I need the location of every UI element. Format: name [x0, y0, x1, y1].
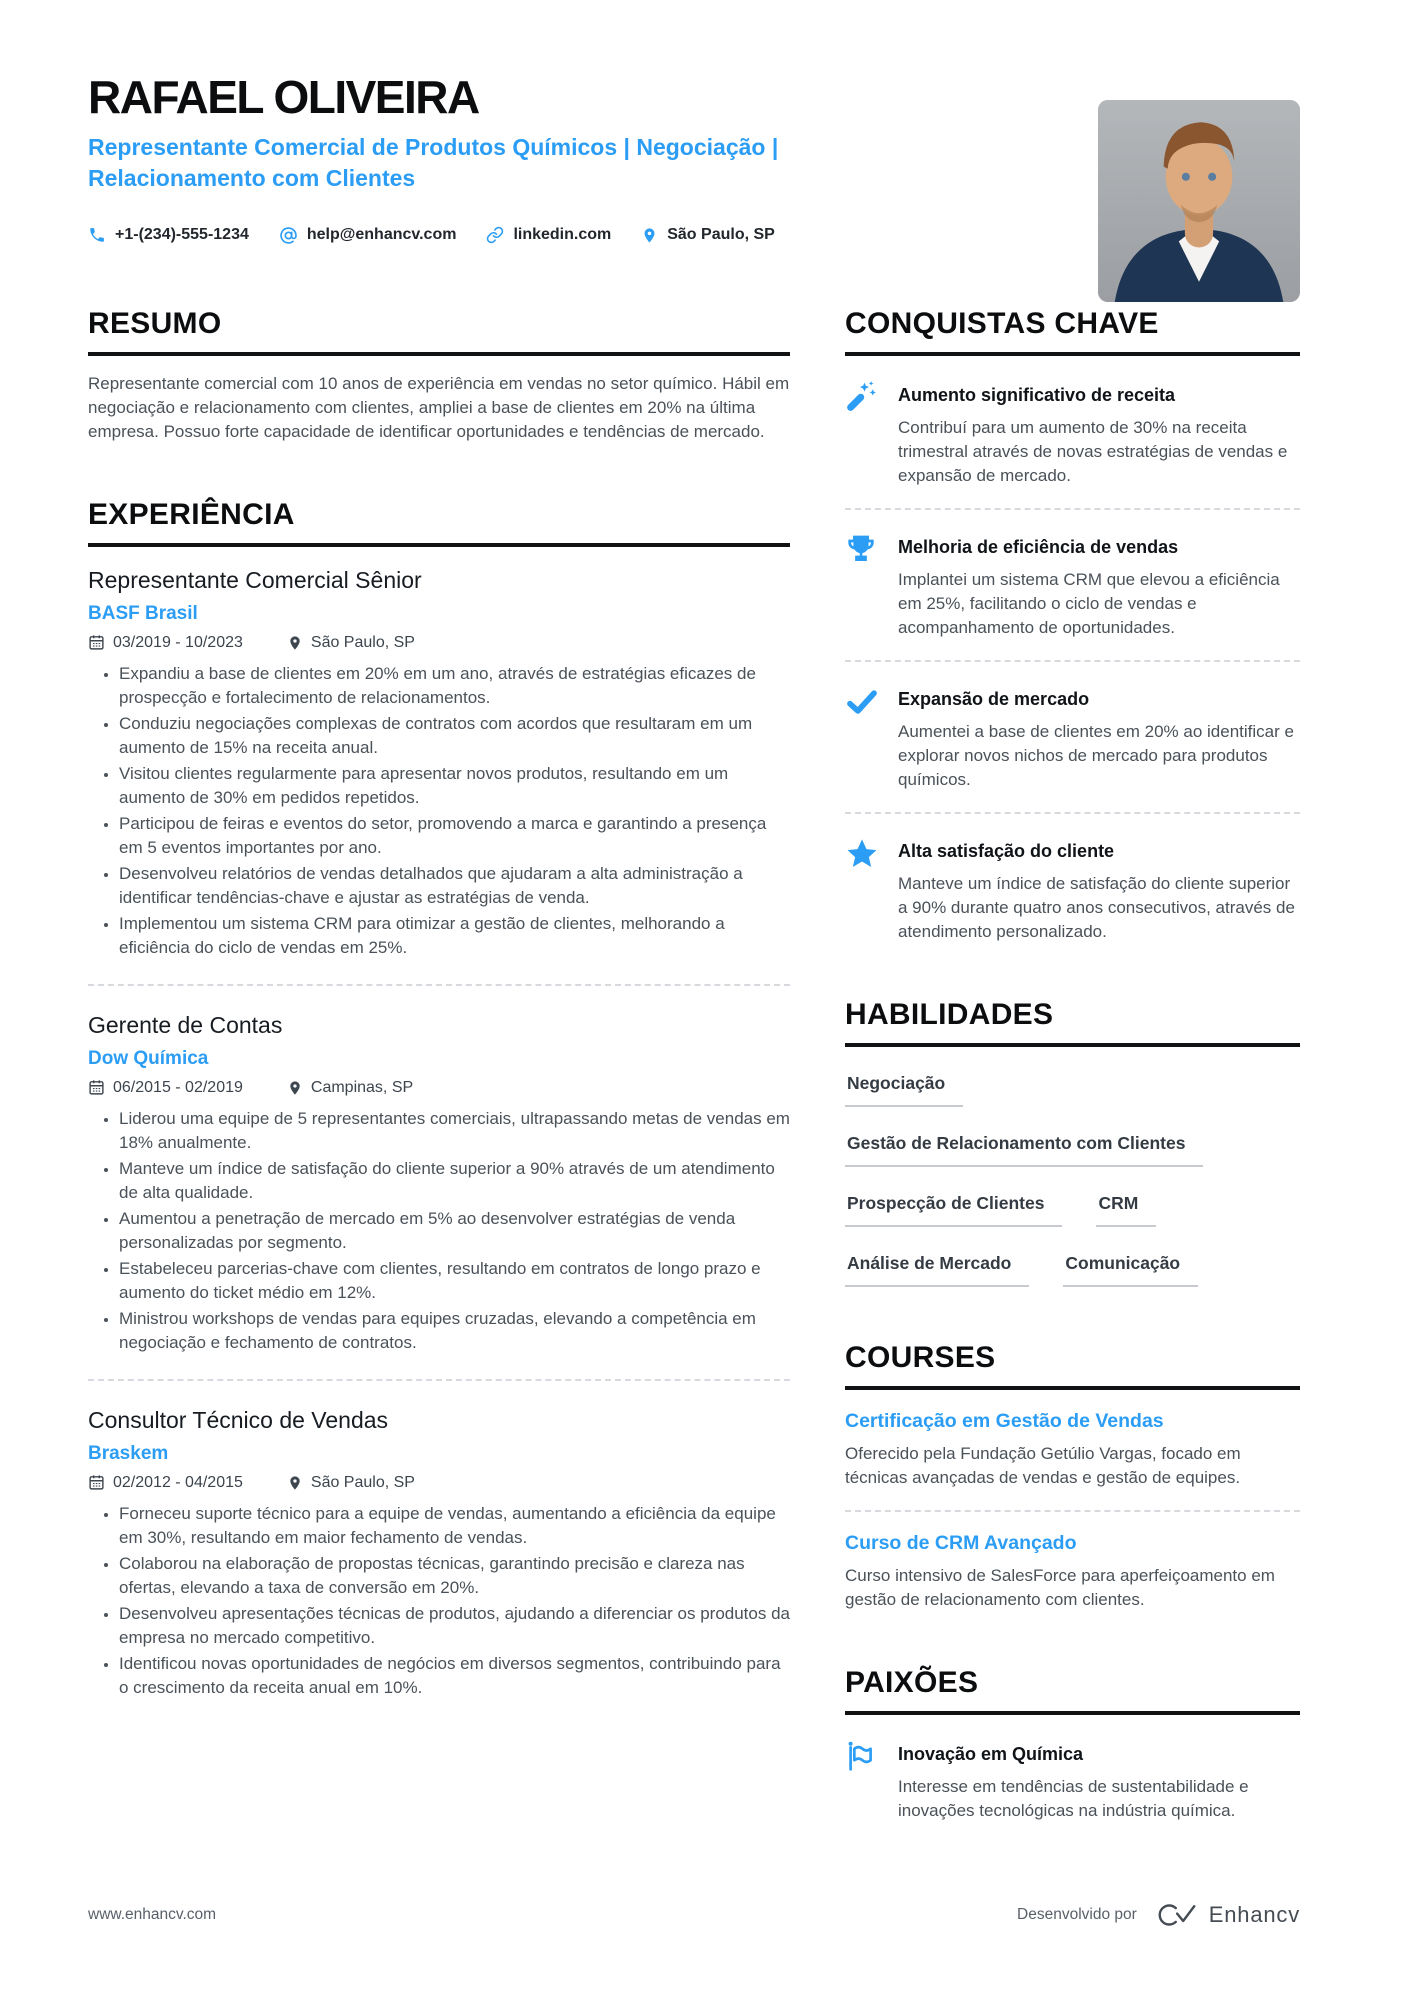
section-heading-conquistas: CONQUISTAS CHAVE	[845, 307, 1300, 356]
job-location: Campinas, SP	[310, 1078, 414, 1096]
skill-row	[845, 1133, 1300, 1167]
achievement-text: Implantei um sistema CRM que elevou a eficiência em 25%, facilitando o ciclo de vendas e acompanhamento de oportunidades.	[898, 569, 1280, 637]
calendar-icon	[88, 1079, 105, 1096]
section-experiencia	[88, 498, 790, 1700]
headline-line: Relacionamento com Clientes	[88, 164, 416, 191]
passion-text: Interesse em tendências de sustentabilidade e inovações tecnológicas na indústria química.	[898, 1776, 1249, 1820]
job-meta	[88, 1079, 790, 1097]
job-entry	[88, 984, 790, 1355]
passions-list	[845, 1739, 1300, 1823]
brand-name: Enhancv	[1208, 1902, 1300, 1927]
enhancv-logo-icon	[1149, 1901, 1197, 1929]
person-name: RAFAEL OLIVEIRA	[88, 71, 479, 123]
skill-row	[845, 1073, 1300, 1107]
achievement-text: Aumentei a base de clientes em 20% ao identificar e explorar novos nichos de mercado para produtos químicos.	[898, 721, 1294, 789]
page-footer	[88, 1901, 1300, 1929]
section-heading-experiencia: EXPERIÊNCIA	[88, 498, 790, 547]
achievement-entry	[845, 508, 1300, 640]
calendar-icon	[88, 634, 105, 651]
course-text: Oferecido pela Fundação Getúlio Vargas, focado em técnicas avançadas de vendas e gestão de equipes.	[845, 1443, 1241, 1487]
job-company: BASF Brasil	[88, 602, 198, 624]
job-entry	[88, 1379, 790, 1700]
achievement-title: Expansão de mercado	[898, 688, 1090, 709]
right-column	[845, 307, 1300, 1877]
skill-row	[845, 1253, 1300, 1287]
course-text: Curso intensivo de SalesForce para aperfeiçoamento em gestão de relacionamento com clientes.	[845, 1565, 1275, 1609]
job-bullets	[88, 1107, 790, 1355]
job-title: Representante Comercial Sênior	[88, 566, 422, 593]
achievement-entry	[845, 660, 1300, 792]
achievements-list	[845, 380, 1300, 944]
section-paixoes	[845, 1666, 1300, 1823]
section-conquistas	[845, 307, 1300, 944]
section-resumo	[88, 307, 790, 444]
job-dates: 02/2012 - 04/2015	[113, 1473, 243, 1491]
job-location: São Paulo, SP	[310, 1473, 415, 1491]
skill-tag: Gestão de Relacionamento com Clientes	[845, 1133, 1203, 1167]
bullet-item: • Manteve um índice de satisfação do cliente superior a 90% através de um atendimento de alta qualidade.	[119, 1157, 790, 1205]
bullet-item: • Visitou clientes regularmente para apresentar novos produtos, resultando em um aumento de 30% em pedidos repetidos.	[119, 762, 790, 810]
achievement-title: Aumento significativo de receita	[898, 384, 1176, 405]
achievement-text: Manteve um índice de satisfação do cliente superior a 90% durante quatro anos consecutivos, através de atendimento personalizado.	[898, 873, 1295, 941]
location-pin-icon	[287, 635, 303, 651]
contact-phone[interactable]	[88, 226, 249, 244]
bullet-item: • Identificou novas oportunidades de negócios em diversos segmentos, contribuindo para o crescimento da receita anual em 10%.	[119, 1652, 790, 1700]
job-meta	[88, 634, 790, 652]
bullet-item: • Forneceu suporte técnico para a equipe de vendas, aumentando a eficiência da equipe em 30%, resultando em maior fechamento de vendas.	[119, 1502, 790, 1550]
calendar-icon	[88, 1474, 105, 1491]
columns	[88, 307, 1300, 1877]
section-heading-paixoes: PAIXÕES	[845, 1666, 1300, 1715]
passion-title: Inovação em Química	[898, 1743, 1084, 1764]
job-meta	[88, 1474, 790, 1492]
job-entry	[88, 567, 790, 960]
contact-pin	[641, 226, 775, 244]
contact-text: São Paulo, SP	[667, 226, 775, 244]
bullet-item: • Desenvolveu relatórios de vendas detalhados que ajudaram a alta administração a identificar tendências-chave e ajustar as estratégias de venda.	[119, 862, 790, 910]
phone-icon	[88, 226, 106, 244]
job-location: São Paulo, SP	[310, 633, 415, 651]
footer-site-link[interactable]: www.enhancv.com	[88, 1906, 217, 1923]
profile-photo-illustration	[1098, 100, 1300, 302]
star-icon	[845, 836, 881, 944]
job-company: Braskem	[88, 1442, 169, 1464]
job-dates: 03/2019 - 10/2023	[113, 633, 243, 651]
course-entry	[845, 1410, 1300, 1490]
bullet-item: • Liderou uma equipe de 5 representantes comerciais, ultrapassando metas de vendas em 18% anualmente.	[119, 1107, 790, 1155]
location-pin-icon	[287, 1080, 303, 1096]
location-pin-icon	[641, 227, 658, 244]
job-title: Consultor Técnico de Vendas	[88, 1406, 389, 1433]
section-heading-habilidades: HABILIDADES	[845, 998, 1300, 1047]
section-heading-courses: COURSES	[845, 1341, 1300, 1390]
link-icon	[486, 226, 504, 244]
passion-entry	[845, 1739, 1300, 1823]
achievement-text: Contribuí para um aumento de 30% na receita trimestral através de novas estratégias de vendas e expansão de mercado.	[898, 417, 1288, 485]
profile-photo	[1098, 100, 1300, 302]
left-column	[88, 307, 790, 1877]
job-company: Dow Química	[88, 1047, 209, 1069]
section-habilidades	[845, 998, 1300, 1287]
courses-list	[845, 1410, 1300, 1612]
achievement-entry	[845, 812, 1300, 944]
trophy-icon	[845, 532, 881, 640]
skill-tag: CRM	[1096, 1193, 1156, 1227]
footer-made-by[interactable]	[1017, 1901, 1300, 1929]
course-title: Curso de CRM Avançado	[845, 1531, 1077, 1554]
contact-text: +1-(234)-555-1234	[115, 226, 249, 244]
skill-tag: Comunicação	[1063, 1253, 1198, 1287]
flag-icon	[845, 1739, 881, 1823]
location-pin-icon	[287, 1475, 303, 1491]
skill-tag: Prospecção de Clientes	[845, 1193, 1062, 1227]
magic-wand-icon	[845, 380, 881, 488]
section-courses	[845, 1341, 1300, 1612]
at-icon	[279, 226, 298, 245]
bullet-item: • Expandiu a base de clientes em 20% em um ano, através de estratégias eficazes de prospecção e fortalecimento de relacionamentos.	[119, 662, 790, 710]
skill-tag: Negociação	[845, 1073, 963, 1107]
course-entry	[845, 1510, 1300, 1612]
contact-link[interactable]	[486, 226, 611, 244]
contact-text: help@enhancv.com	[306, 226, 457, 244]
jobs-list	[88, 567, 790, 1700]
job-title: Gerente de Contas	[88, 1011, 283, 1038]
job-bullets	[88, 662, 790, 960]
headline-line: Representante Comercial de Produtos Químicos | Negociação |	[88, 133, 779, 160]
resume-header	[88, 71, 1300, 245]
bullet-item: • Desenvolveu apresentações técnicas de produtos, ajudando a diferenciar os produtos da empresa no mercado competitivo.	[119, 1602, 790, 1650]
achievement-entry	[845, 380, 1300, 488]
job-bullets	[88, 1502, 790, 1700]
bullet-item: • Aumentou a penetração de mercado em 5% ao desenvolver estratégias de venda personalizadas por segmento.	[119, 1207, 790, 1255]
check-icon	[845, 684, 881, 792]
section-heading-resumo: RESUMO	[88, 307, 790, 356]
summary-text: Representante comercial com 10 anos de experiência em vendas no setor químico. Hábil em negociação e relacionamento com clientes, ampliei a base de clientes em 20% na última empresa. Possuo forte capacidade de identificar oportunidades e tendências de mercado.	[88, 373, 790, 441]
skills-list	[845, 1073, 1300, 1287]
bullet-item: • Colaborou na elaboração de propostas técnicas, garantindo precisão e clareza nas ofertas, elevando a taxa de conversão em 20%.	[119, 1552, 790, 1600]
skill-row	[845, 1193, 1300, 1227]
skill-tag: Análise de Mercado	[845, 1253, 1029, 1287]
bullet-item: • Ministrou workshops de vendas para equipes cruzadas, elevando a competência em negociação e fechamento de contratos.	[119, 1307, 790, 1355]
achievement-title: Melhoria de eficiência de vendas	[898, 536, 1179, 557]
made-by-label: Desenvolvido por	[1017, 1906, 1137, 1923]
course-title: Certificação em Gestão de Vendas	[845, 1409, 1164, 1432]
job-dates: 06/2015 - 02/2019	[113, 1078, 243, 1096]
bullet-item: • Participou de feiras e eventos do setor, promovendo a marca e garantindo a presença em 5 eventos importantes por ano.	[119, 812, 790, 860]
contact-text: linkedin.com	[513, 226, 612, 244]
achievement-title: Alta satisfação do cliente	[898, 840, 1115, 861]
bullet-item: • Conduziu negociações complexas de contratos com acordos que resultaram em um aumento de 15% na receita anual.	[119, 712, 790, 760]
contact-at[interactable]	[279, 226, 457, 245]
bullet-item: • Implementou um sistema CRM para otimizar a gestão de clientes, melhorando a eficiência do ciclo de vendas em 25%.	[119, 912, 790, 960]
bullet-item: • Estabeleceu parcerias-chave com clientes, resultando em contratos de longo prazo e aumento do ticket médio em 12%.	[119, 1257, 790, 1305]
